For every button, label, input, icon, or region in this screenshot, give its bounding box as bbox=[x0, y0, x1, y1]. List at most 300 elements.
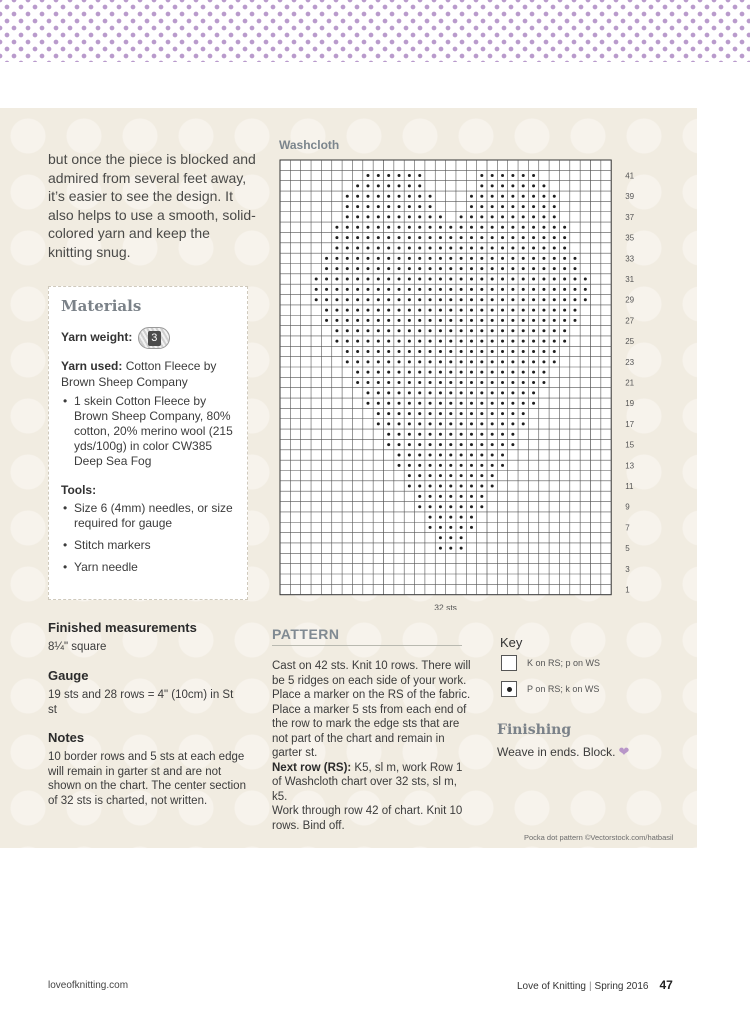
purl-stitch-dot bbox=[429, 319, 432, 322]
purl-stitch-dot bbox=[366, 340, 369, 343]
purl-stitch-dot bbox=[346, 195, 349, 198]
purl-stitch-dot bbox=[532, 195, 535, 198]
purl-stitch-dot bbox=[356, 195, 359, 198]
purl-stitch-dot bbox=[366, 246, 369, 249]
purl-stitch-dot bbox=[553, 226, 556, 229]
purl-stitch-dot bbox=[387, 226, 390, 229]
purl-stitch-dot bbox=[573, 298, 576, 301]
yarn-used-value: Cotton Fleece by Brown Sheep Company bbox=[61, 359, 217, 389]
purl-stitch-dot bbox=[439, 464, 442, 467]
purl-stitch-dot bbox=[491, 215, 494, 218]
chart-width-label: 32 sts bbox=[434, 602, 457, 610]
purl-stitch-dot bbox=[511, 205, 514, 208]
purl-stitch-dot bbox=[470, 371, 473, 374]
purl-stitch-dot bbox=[356, 288, 359, 291]
purl-stitch-dot bbox=[491, 195, 494, 198]
purl-stitch-dot bbox=[408, 288, 411, 291]
purl-stitch-dot bbox=[553, 278, 556, 281]
purl-stitch-dot bbox=[460, 474, 463, 477]
purl-stitch-dot bbox=[377, 340, 380, 343]
purl-stitch-dot bbox=[387, 267, 390, 270]
purl-stitch-dot bbox=[377, 184, 380, 187]
purl-stitch-dot bbox=[429, 371, 432, 374]
purl-stitch-dot bbox=[408, 340, 411, 343]
purl-stitch-dot bbox=[522, 195, 525, 198]
purl-stitch-dot bbox=[542, 226, 545, 229]
purl-stitch-dot bbox=[346, 257, 349, 260]
footer-site: loveofknitting.com bbox=[48, 980, 129, 991]
next-row-label: Next row (RS): bbox=[272, 761, 352, 774]
row-number-label: 33 bbox=[625, 254, 635, 264]
purl-stitch-dot bbox=[491, 474, 494, 477]
purl-stitch-dot bbox=[429, 205, 432, 208]
purl-stitch-dot bbox=[398, 381, 401, 384]
purl-stitch-dot bbox=[449, 340, 452, 343]
purl-stitch-dot bbox=[470, 464, 473, 467]
purl-stitch-dot bbox=[366, 391, 369, 394]
purl-stitch-dot bbox=[460, 464, 463, 467]
purl-stitch-dot bbox=[408, 422, 411, 425]
purl-stitch-dot bbox=[480, 443, 483, 446]
notes-heading: Notes bbox=[48, 730, 85, 745]
purl-stitch-dot bbox=[460, 422, 463, 425]
purl-stitch-dot bbox=[491, 360, 494, 363]
purl-stitch-dot bbox=[439, 381, 442, 384]
purl-stitch-dot bbox=[553, 329, 556, 332]
row-number-label: 13 bbox=[625, 461, 635, 471]
purl-stitch-dot bbox=[480, 246, 483, 249]
purl-stitch-dot bbox=[532, 391, 535, 394]
purl-stitch-dot bbox=[335, 319, 338, 322]
purl-stitch-dot bbox=[356, 215, 359, 218]
purl-stitch-dot bbox=[346, 350, 349, 353]
purl-stitch-dot bbox=[418, 495, 421, 498]
purl-stitch-dot bbox=[470, 236, 473, 239]
purl-stitch-dot bbox=[553, 246, 556, 249]
purl-stitch-dot bbox=[346, 267, 349, 270]
purl-stitch-dot bbox=[429, 329, 432, 332]
purl-stitch-dot bbox=[491, 464, 494, 467]
purl-stitch-dot bbox=[429, 443, 432, 446]
purl-stitch-dot bbox=[449, 381, 452, 384]
purl-stitch-dot bbox=[325, 309, 328, 312]
purl-stitch-dot bbox=[366, 381, 369, 384]
page-number: 47 bbox=[659, 978, 673, 992]
purl-stitch-dot bbox=[408, 195, 411, 198]
purl-stitch-dot bbox=[532, 288, 535, 291]
purl-stitch-dot bbox=[522, 236, 525, 239]
purl-stitch-dot bbox=[366, 174, 369, 177]
purl-stitch-dot bbox=[584, 298, 587, 301]
purl-stitch-dot bbox=[480, 360, 483, 363]
purl-stitch-dot bbox=[408, 329, 411, 332]
purl-stitch-dot bbox=[387, 309, 390, 312]
purl-stitch-dot bbox=[460, 495, 463, 498]
yarn-list-item: • 1 skein Cotton Fleece by Brown Sheep Company, 80% cotton, 20% merino wool (215 yds/100g) in color CW385 Deep Sea Fog bbox=[61, 394, 235, 469]
purl-stitch-dot bbox=[470, 485, 473, 488]
purl-stitch-dot bbox=[480, 391, 483, 394]
purl-stitch-dot bbox=[491, 184, 494, 187]
purl-stitch-dot bbox=[460, 246, 463, 249]
purl-stitch-dot bbox=[439, 547, 442, 550]
purl-stitch-dot bbox=[346, 288, 349, 291]
purl-stitch-dot bbox=[511, 184, 514, 187]
purl-stitch-dot bbox=[553, 215, 556, 218]
purl-stitch-dot bbox=[553, 195, 556, 198]
purl-stitch-dot bbox=[480, 381, 483, 384]
purl-stitch-dot bbox=[377, 402, 380, 405]
purl-stitch-dot bbox=[542, 329, 545, 332]
purl-stitch-dot bbox=[418, 433, 421, 436]
purl-stitch-dot bbox=[439, 536, 442, 539]
row-number-label: 7 bbox=[625, 523, 630, 533]
purl-stitch-dot bbox=[522, 288, 525, 291]
purl-stitch-dot bbox=[480, 257, 483, 260]
purl-stitch-dot bbox=[398, 215, 401, 218]
purl-stitch-dot bbox=[511, 257, 514, 260]
purl-stitch-dot bbox=[408, 215, 411, 218]
purl-stitch-dot bbox=[542, 340, 545, 343]
purl-stitch-dot bbox=[553, 236, 556, 239]
purl-stitch-dot bbox=[387, 329, 390, 332]
purl-stitch-dot bbox=[418, 381, 421, 384]
purl-stitch-dot bbox=[501, 329, 504, 332]
purl-stitch-dot bbox=[522, 267, 525, 270]
purl-stitch-dot bbox=[532, 360, 535, 363]
purl-stitch-dot bbox=[356, 309, 359, 312]
purl-stitch-dot bbox=[418, 257, 421, 260]
purl-stitch-dot bbox=[356, 236, 359, 239]
purl-stitch-dot bbox=[532, 329, 535, 332]
purl-stitch-dot bbox=[429, 340, 432, 343]
purl-stitch-dot bbox=[460, 257, 463, 260]
purl-stitch-dot bbox=[439, 226, 442, 229]
purl-stitch-dot bbox=[470, 526, 473, 529]
purl-stitch-dot bbox=[408, 226, 411, 229]
purl-stitch-dot bbox=[470, 516, 473, 519]
purl-stitch-dot bbox=[573, 257, 576, 260]
purl-stitch-dot bbox=[429, 412, 432, 415]
purl-stitch-dot bbox=[398, 391, 401, 394]
purl-stitch-dot bbox=[439, 257, 442, 260]
purl-stitch-dot bbox=[418, 246, 421, 249]
purl-stitch-dot bbox=[563, 340, 566, 343]
row-number-label: 3 bbox=[625, 564, 630, 574]
purl-stitch-dot bbox=[470, 422, 473, 425]
tools-list bbox=[61, 501, 235, 575]
purl-stitch-dot bbox=[356, 319, 359, 322]
purl-stitch-dot bbox=[542, 195, 545, 198]
purl-stitch-dot bbox=[408, 381, 411, 384]
purl-stitch-dot bbox=[366, 329, 369, 332]
purl-stitch-dot bbox=[418, 505, 421, 508]
purl-stitch-dot bbox=[480, 402, 483, 405]
purl-stitch-dot bbox=[398, 236, 401, 239]
purl-stitch-dot bbox=[408, 412, 411, 415]
purl-stitch-dot bbox=[460, 350, 463, 353]
finished-measurements-body: 8¼" square bbox=[48, 641, 107, 653]
purl-stitch-dot bbox=[335, 278, 338, 281]
purl-stitch-dot bbox=[522, 205, 525, 208]
purl-stitch-dot bbox=[460, 516, 463, 519]
purl-stitch-dot bbox=[480, 371, 483, 374]
purl-stitch-dot bbox=[356, 246, 359, 249]
purl-stitch-dot bbox=[346, 319, 349, 322]
purl-stitch-dot bbox=[356, 298, 359, 301]
purl-stitch-dot bbox=[439, 402, 442, 405]
purl-stitch-dot bbox=[325, 257, 328, 260]
purl-stitch-dot bbox=[584, 288, 587, 291]
purl-stitch-dot bbox=[366, 226, 369, 229]
purl-stitch-dot bbox=[387, 236, 390, 239]
purl-stitch-dot bbox=[377, 195, 380, 198]
purl-stitch-dot bbox=[335, 236, 338, 239]
purl-stitch-dot bbox=[460, 267, 463, 270]
purl-stitch-dot bbox=[522, 257, 525, 260]
purl-stitch-dot bbox=[429, 195, 432, 198]
purl-stitch-dot bbox=[408, 474, 411, 477]
purl-stitch-dot bbox=[398, 443, 401, 446]
purl-stitch-dot bbox=[398, 257, 401, 260]
purl-stitch-dot bbox=[366, 278, 369, 281]
purl-stitch-dot bbox=[522, 381, 525, 384]
dot-square-icon bbox=[501, 681, 517, 697]
purl-stitch-dot bbox=[387, 174, 390, 177]
purl-stitch-dot bbox=[501, 278, 504, 281]
purl-stitch-dot bbox=[491, 391, 494, 394]
purl-stitch-dot bbox=[429, 288, 432, 291]
purl-stitch-dot bbox=[460, 236, 463, 239]
purl-stitch-dot bbox=[439, 350, 442, 353]
purl-stitch-dot bbox=[553, 360, 556, 363]
purl-stitch-dot bbox=[501, 402, 504, 405]
purl-stitch-dot bbox=[470, 453, 473, 456]
purl-stitch-dot bbox=[501, 184, 504, 187]
row-number-label: 41 bbox=[625, 171, 635, 181]
purl-stitch-dot bbox=[542, 319, 545, 322]
purl-stitch-dot bbox=[563, 288, 566, 291]
purl-stitch-dot bbox=[491, 257, 494, 260]
purl-stitch-dot bbox=[491, 381, 494, 384]
purl-stitch-dot bbox=[532, 350, 535, 353]
purl-stitch-dot bbox=[429, 257, 432, 260]
purl-stitch-dot bbox=[387, 422, 390, 425]
purl-stitch-dot bbox=[418, 371, 421, 374]
pattern-heading: PATTERN bbox=[272, 626, 462, 646]
purl-stitch-dot bbox=[325, 278, 328, 281]
purl-stitch-dot bbox=[346, 340, 349, 343]
purl-stitch-dot bbox=[356, 350, 359, 353]
purl-stitch-dot bbox=[449, 288, 452, 291]
purl-stitch-dot bbox=[511, 381, 514, 384]
purl-stitch-dot bbox=[522, 298, 525, 301]
purl-stitch-dot bbox=[470, 278, 473, 281]
purl-stitch-dot bbox=[449, 298, 452, 301]
purl-stitch-dot bbox=[511, 402, 514, 405]
purl-stitch-dot bbox=[418, 402, 421, 405]
purl-stitch-dot bbox=[418, 319, 421, 322]
purl-stitch-dot bbox=[480, 412, 483, 415]
purl-stitch-dot bbox=[470, 391, 473, 394]
purl-stitch-dot bbox=[480, 453, 483, 456]
purl-stitch-dot bbox=[522, 184, 525, 187]
finished-measurements-heading: Finished measurements bbox=[48, 620, 197, 635]
tools-list-item: • Yarn needle bbox=[61, 560, 235, 575]
purl-stitch-dot bbox=[522, 174, 525, 177]
purl-stitch-dot bbox=[449, 402, 452, 405]
purl-stitch-dot bbox=[573, 319, 576, 322]
purl-stitch-dot bbox=[522, 309, 525, 312]
purl-stitch-dot bbox=[511, 319, 514, 322]
purl-stitch-dot bbox=[418, 464, 421, 467]
purl-stitch-dot bbox=[563, 298, 566, 301]
purl-stitch-dot bbox=[449, 505, 452, 508]
purl-stitch-dot bbox=[501, 298, 504, 301]
purl-stitch-dot bbox=[429, 391, 432, 394]
purl-stitch-dot bbox=[522, 278, 525, 281]
purl-stitch-dot bbox=[398, 184, 401, 187]
polka-dot-header-band bbox=[0, 0, 750, 62]
purl-stitch-dot bbox=[511, 215, 514, 218]
row-number-label: 1 bbox=[625, 585, 630, 595]
purl-stitch-dot bbox=[366, 350, 369, 353]
purl-stitch-dot bbox=[460, 433, 463, 436]
heart-icon: ❤ bbox=[618, 744, 630, 759]
purl-stitch-dot bbox=[553, 205, 556, 208]
purl-stitch-dot bbox=[511, 371, 514, 374]
purl-stitch-dot bbox=[449, 422, 452, 425]
purl-stitch-dot bbox=[542, 267, 545, 270]
purl-stitch-dot bbox=[356, 360, 359, 363]
purl-stitch-dot bbox=[356, 257, 359, 260]
purl-stitch-dot bbox=[377, 350, 380, 353]
purl-stitch-dot bbox=[387, 195, 390, 198]
purl-stitch-dot bbox=[408, 391, 411, 394]
purl-stitch-dot bbox=[408, 184, 411, 187]
purl-stitch-dot bbox=[398, 298, 401, 301]
purl-stitch-dot bbox=[387, 298, 390, 301]
purl-stitch-dot bbox=[429, 505, 432, 508]
purl-stitch-dot bbox=[418, 412, 421, 415]
key-heading: Key bbox=[500, 635, 523, 650]
purl-stitch-dot bbox=[429, 433, 432, 436]
purl-stitch-dot bbox=[335, 340, 338, 343]
purl-stitch-dot bbox=[439, 267, 442, 270]
purl-stitch-dot bbox=[387, 402, 390, 405]
purl-stitch-dot bbox=[418, 422, 421, 425]
purl-stitch-dot bbox=[346, 329, 349, 332]
purl-stitch-dot bbox=[356, 205, 359, 208]
purl-stitch-dot bbox=[377, 381, 380, 384]
purl-stitch-dot bbox=[501, 350, 504, 353]
purl-stitch-dot bbox=[439, 474, 442, 477]
purl-stitch-dot bbox=[335, 288, 338, 291]
purl-stitch-dot bbox=[449, 360, 452, 363]
purl-stitch-dot bbox=[480, 267, 483, 270]
purl-stitch-dot bbox=[553, 319, 556, 322]
purl-stitch-dot bbox=[460, 226, 463, 229]
purl-stitch-dot bbox=[418, 195, 421, 198]
tools-label: Tools: bbox=[61, 483, 97, 497]
purl-stitch-dot bbox=[511, 340, 514, 343]
purl-stitch-dot bbox=[532, 309, 535, 312]
purl-stitch-dot bbox=[470, 433, 473, 436]
purl-stitch-dot bbox=[470, 495, 473, 498]
purl-stitch-dot bbox=[439, 288, 442, 291]
purl-stitch-dot bbox=[460, 505, 463, 508]
finishing-body bbox=[497, 744, 629, 760]
purl-stitch-dot bbox=[460, 443, 463, 446]
purl-stitch-dot bbox=[470, 226, 473, 229]
purl-stitch-dot bbox=[449, 536, 452, 539]
purl-stitch-dot bbox=[573, 267, 576, 270]
purl-stitch-dot bbox=[387, 360, 390, 363]
purl-stitch-dot bbox=[491, 340, 494, 343]
purl-stitch-dot bbox=[522, 340, 525, 343]
purl-stitch-dot bbox=[511, 226, 514, 229]
purl-stitch-dot bbox=[553, 298, 556, 301]
purl-stitch-dot bbox=[532, 381, 535, 384]
purl-stitch-dot bbox=[439, 412, 442, 415]
purl-stitch-dot bbox=[522, 360, 525, 363]
notes-body: 10 border rows and 5 sts at each edge will remain in garter st and are not shown on the chart. The center section of 32 sts is charted, not written. bbox=[48, 751, 246, 807]
purl-stitch-dot bbox=[563, 309, 566, 312]
purl-stitch-dot bbox=[429, 298, 432, 301]
purl-stitch-dot bbox=[439, 371, 442, 374]
purl-stitch-dot bbox=[398, 350, 401, 353]
purl-stitch-dot bbox=[553, 340, 556, 343]
purl-stitch-dot bbox=[573, 309, 576, 312]
purl-stitch-dot bbox=[398, 402, 401, 405]
purl-stitch-dot bbox=[398, 319, 401, 322]
footer-issue bbox=[517, 978, 673, 992]
materials-box bbox=[48, 286, 248, 600]
purl-stitch-dot bbox=[522, 215, 525, 218]
purl-stitch-dot bbox=[346, 360, 349, 363]
purl-stitch-dot bbox=[501, 371, 504, 374]
purl-stitch-dot bbox=[470, 340, 473, 343]
purl-stitch-dot bbox=[449, 246, 452, 249]
row-number-label: 23 bbox=[625, 357, 635, 367]
purl-stitch-dot bbox=[449, 329, 452, 332]
purl-stitch-dot bbox=[346, 298, 349, 301]
purl-stitch-dot bbox=[377, 267, 380, 270]
purl-stitch-dot bbox=[480, 184, 483, 187]
purl-stitch-dot bbox=[408, 257, 411, 260]
purl-stitch-dot bbox=[418, 184, 421, 187]
purl-stitch-dot bbox=[408, 319, 411, 322]
purl-stitch-dot bbox=[542, 205, 545, 208]
purl-stitch-dot bbox=[439, 360, 442, 363]
purl-stitch-dot bbox=[563, 267, 566, 270]
purl-stitch-dot bbox=[532, 236, 535, 239]
purl-stitch-dot bbox=[439, 340, 442, 343]
purl-stitch-dot bbox=[511, 174, 514, 177]
row-number-label: 21 bbox=[625, 378, 635, 388]
purl-stitch-dot bbox=[346, 309, 349, 312]
purl-stitch-dot bbox=[501, 195, 504, 198]
yarn-weight-label: Yarn weight: bbox=[61, 330, 133, 345]
purl-stitch-dot bbox=[439, 319, 442, 322]
footer-separator: | bbox=[588, 981, 592, 992]
purl-stitch-dot bbox=[377, 257, 380, 260]
key-label: K on RS; p on WS bbox=[527, 658, 601, 668]
purl-stitch-dot bbox=[470, 288, 473, 291]
purl-stitch-dot bbox=[501, 453, 504, 456]
purl-stitch-dot bbox=[501, 340, 504, 343]
purl-stitch-dot bbox=[460, 381, 463, 384]
purl-stitch-dot bbox=[501, 433, 504, 436]
